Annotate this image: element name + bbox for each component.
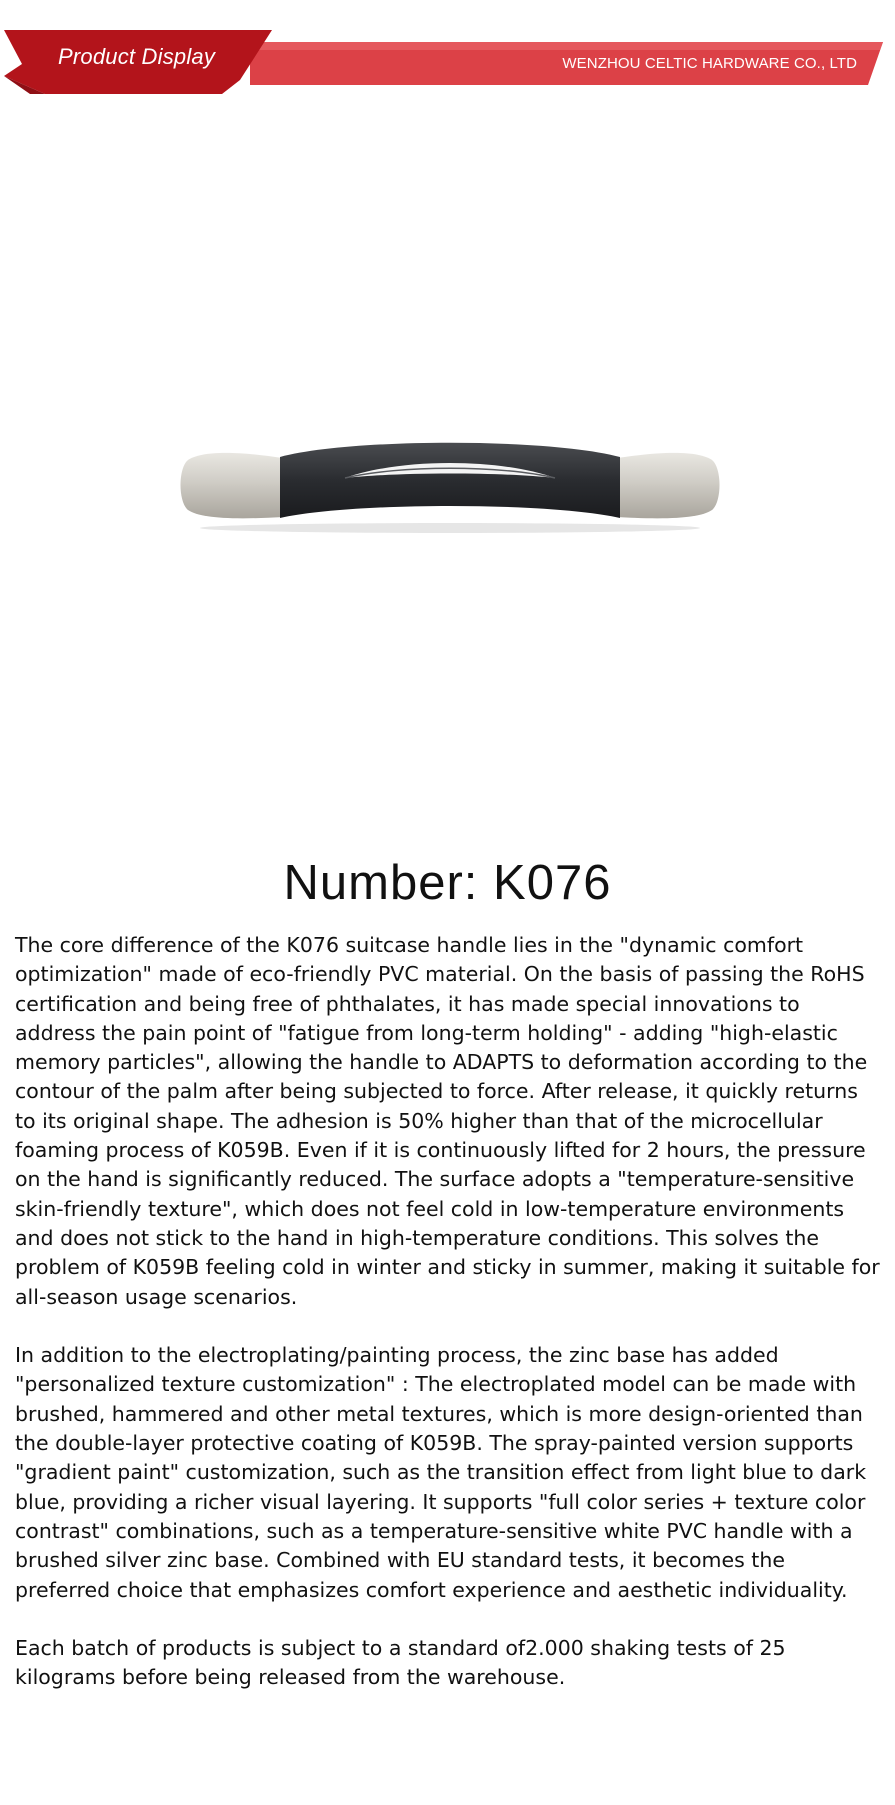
- description-paragraph-3: Each batch of products is subject to a standard of2.000 shaking tests of 25 kilograms before being released from the warehouse.: [15, 1636, 786, 1690]
- banner-title: Product Display: [58, 44, 216, 69]
- suitcase-handle-image: [170, 420, 730, 540]
- description-paragraph-1: The core difference of the K076 suitcase handle lies in the "dynamic comfort optimization" made of eco-friendly PVC material. On the basis of passing the RoHS certification and being free of phthalates, it has made special innovations to address the pain point of "fatigue from long-term holding" - adding "high-elastic memory particles", allowing the handle to ADAPTS to deformation according to the contour of the palm after being subjected to force. After release, it quickly returns to its original shape. The adhesion is 50% higher than that of the microcellular foaming process of K059B. Even if it is continuously lifted for 2 hours, the pressure on the hand is significantly reduced. The surface adopts a "temperature-sensitive skin-friendly texture", which does not feel cold in low-temperature environments and does not stick to the hand in high-temperature conditions. This solves the problem of K059B feeling cold in winter and sticky in summer, making it suitable for all-season usage scenarios.: [15, 933, 880, 1309]
- description-paragraph-2: In addition to the electroplating/painting process, the zinc base has added "personalized texture customization" : The electroplated model can be made with brushed, hammered and other metal textures, which is more design-oriented than the double-layer protective coating of K059B. The spray-painted version supports "gradient paint" customization, such as the transition effect from light blue to dark blue, providing a richer visual layering. It supports "full color series + texture color contrast" combinations, such as a temperature-sensitive white PVC handle with a brushed silver zinc base. Combined with EU standard tests, it becomes the preferred choice that emphasizes comfort experience and aesthetic individuality.: [15, 1343, 867, 1602]
- header-banner: [0, 28, 895, 98]
- company-name: WENZHOU CELTIC HARDWARE CO., LTD: [562, 55, 857, 72]
- product-description: [15, 931, 883, 1693]
- product-number: Number: K076: [283, 856, 612, 910]
- handle-drawing: [170, 420, 730, 540]
